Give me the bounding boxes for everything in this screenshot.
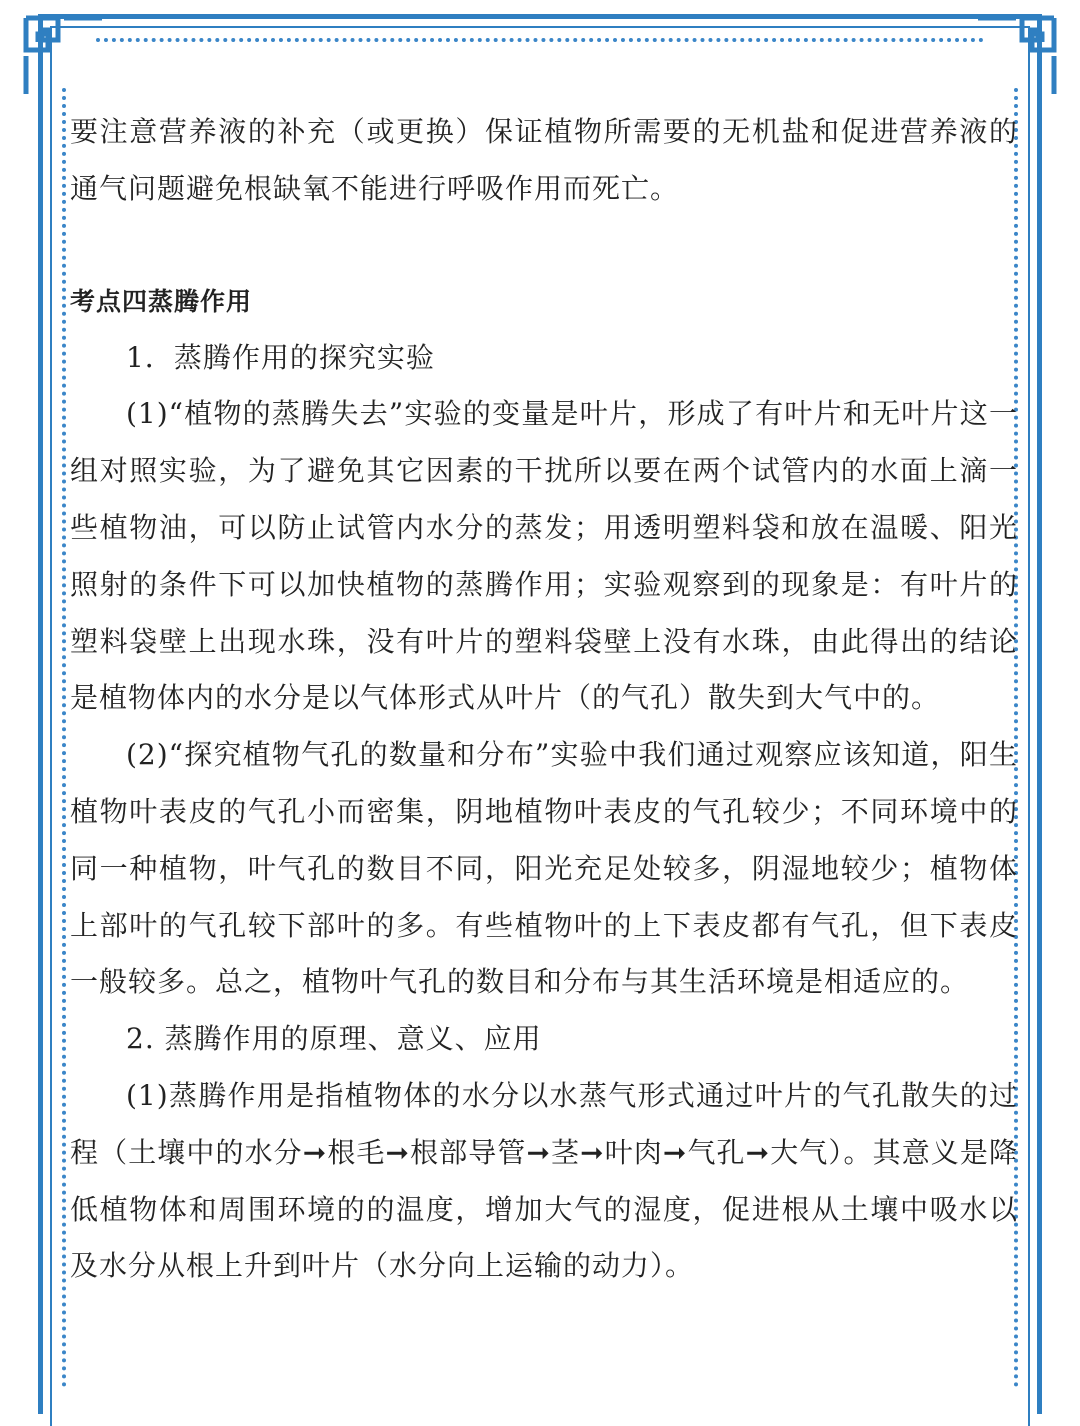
subheading-experiment: 1．蒸腾作用的探究实验 (126, 340, 435, 374)
spacer (70, 218, 1018, 274)
dotted-border-top (96, 38, 984, 46)
paragraph-experiment-2: (2)“探究植物气孔的数量和分布”实验中我们通过观察应该知道，阳生植物叶表皮的气孔小而密集，阴地植物叶表皮的气孔较少；不同环境中的同一种植物，叶气孔的数目不同，阳光充足处较多，阴湿地较少；植物体上部叶的气孔较下部叶的多。有些植物叶的上下表皮都有气孔，但下表皮一般较多。总之，植物叶气孔的数目和分布与其生活环境是相适应的。 (70, 738, 1018, 999)
paragraph-continuation: 要注意营养液的补充（或更换）保证植物所需要的无机盐和促进营养液的通气问题避免根缺氧不能进行呼吸作用而死亡。 (70, 115, 1018, 205)
section-heading: 考点四蒸腾作用 (70, 286, 253, 316)
document-body (70, 104, 1018, 1295)
fret-corner-ornament-icon (978, 10, 1062, 94)
paragraph-experiment-1: (1)“植物的蒸腾失去”实验的变量是叶片，形成了有叶片和无叶片这一组对照实验，为了避免其它因素的干扰所以要在两个试管内的水面上滴一些植物油，可以防止试管内水分的蒸发；用透明塑料袋和放在温暖、阳光照射的条件下可以加快植物的蒸腾作用；实验观察到的现象是：有叶片的塑料袋壁上出现水珠，没有叶片的塑料袋壁上没有水珠，由此得出的结论是植物体内的水分是以气体形式从叶片（的气孔）散失到大气中的。 (70, 397, 1018, 715)
subheading-principle: 2. 蒸腾作用的原理、意义、应用 (126, 1022, 542, 1056)
dotted-border-left (62, 88, 70, 1388)
paragraph-principle-1: (1)蒸腾作用是指植物体的水分以水蒸气形式通过叶片的气孔散失的过程（土壤中的水分➞根毛➞根部导管➞茎➞叶肉➞气孔➞大气）。其意义是降低植物体和周围环境的的温度，增加大气的湿度，促进根从土壤中吸水以及水分从根上升到叶片（水分向上运输的动力）。 (70, 1078, 1018, 1283)
fret-corner-ornament-icon (18, 10, 102, 94)
